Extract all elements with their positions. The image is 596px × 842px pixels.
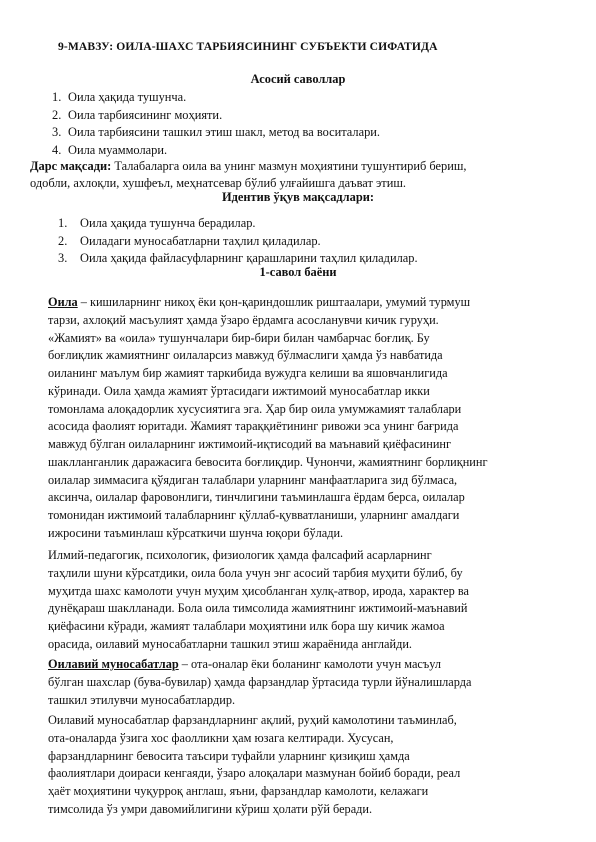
list-item: 2. Оила тарбиясининг моҳияти.: [52, 107, 223, 122]
paragraph-research: Илмий-педагогик, психологик, физиологик ҳамда фалсафий асарларнинг таҳлили шуни кўрсатдики, оила бола учун энг асосий тарбия муҳити бўлиб, бу муҳитда шахс камолоти учун муҳим ҳисобланган хулқ-атвор, ирода, характер ва дунёқараш шаклланади. Бола оила тимсолида жамиятнинг ижтимоий-маънавий қиёфасини кўради, жамият талаблари моҳиятини илк бора шу кичик жамоа орасида, оилавий муносабатларни ташкил этиш жараёнида англайди.: [48, 548, 469, 651]
identive-goals-heading: Идентив ўқув мақсадлари:: [222, 190, 374, 204]
document-title: 9-МАВЗУ: ОИЛА-ШАХС ТАРБИЯСИНИНГ СУБЪЕКТИ СИФАТИДА: [58, 40, 438, 53]
list-item: 2. Оиладаги муносабатларни таҳлил қиладилар.: [58, 233, 321, 248]
term-family-relations: Оилавий муносабатлар: [48, 657, 179, 671]
list-item: 4. Оила муаммолари.: [52, 142, 168, 157]
paragraph-parents-activity: Оилавий муносабатлар фарзандларнинг ақлий, руҳий камолотини таъминлаб, ота-оналарда ўзига хос фаолликни ҳам юзага келтиради. Хусусан, фарзандларнинг бевосита таъсири туфайли уларнинг қизиқиш ҳамда фаолиятлари доираси кенгаяди, ўзаро алоқалари мазмунан бойиб боради, реал ҳаёт моҳиятини чуқурроқ англаш, яъни, фарзандлар камолоти, келажаги тимсолида ўз умри давомийлигини кўриш ҳолати рўй беради.: [48, 713, 461, 816]
list-item: 3. Оила тарбиясини ташкил этиш шакл, метод ва воситалари.: [52, 125, 381, 140]
main-questions-heading: Асосий саволлар: [250, 72, 346, 86]
lesson-goal-label: Дарс мақсади:: [30, 159, 112, 173]
section-heading: 1-савол баёни: [259, 265, 337, 279]
list-item: 1. Оила ҳақида тушунча.: [52, 90, 187, 104]
paragraph-family-definition: Оила – кишиларнинг никоҳ ёки қон-қариндошлик риштаалари, умумий турмуш тарзи, ахлоқий масъулият ҳамда ўзаро ёрдамга асосланувчи кичик гуруҳи. «Жамият» ва «оила» тушунчалари бир-бири билан чамбарчас боғлиқ. Бу боғлиқлик жамиятнинг оилаларсиз мавжуд бўлмаслиги ҳамда ўз навбатида оиланинг маълум бир жамият таркибида вужудга келиши ва яшовчанлигида кўринади. Оила ҳамда жамият ўртасидаги ижтимоий муносабатлар икки томонлама алоқадорлик хусусиятига эга. Ҳар бир оила умумжамият талаблари асосида фаолият юритади. Жамият тараққиётининг ривожи эса унинг бағрида мавжуд бўлган оилаларнинг ижтимоий-иқтисодий ва маънавий қиёфасининг шаклланганлик даражасига бевосита боғлиқдир. Чунончи, жамиятнинг борлиқнинг оилалар зиммасига қўядиган талаблари уларнинг манфаатларига зид бўлмаса, аксинча, оилалар фаровонлиги, тинчлигини таъминлашга ёрдам берса, оилалар томонидан ижтимоий талабларнинг қўллаб-қувватланиши, уларнинг амалдаги ижросини таъминлаш кўрсаткичи шунча юқори бўлади.: [48, 295, 488, 540]
term-family: Оила: [48, 295, 78, 309]
paragraph-family-relations: Оилавий муносабатлар – ота-оналар ёки боланинг камолоти учун масъул бўлган шахслар (бува-бувилар) ҳамда фарзандлар ўртасида турли йўналишларда ташкил этилувчи муносабатлардир.: [48, 657, 472, 707]
lesson-goal: Дарс мақсади: Талабаларга оила ва унинг мазмун моҳиятини тушунтириб бериш, одобли, ахлоқли, хушфеъл, меҳнатсевар бўлиб улғайишга даъват этиш.: [30, 159, 467, 191]
list-item: 1. Оила ҳақида тушунча берадилар.: [58, 216, 256, 230]
list-item: 3. Оила ҳақида файласуфларнинг қарашларини таҳлил қиладилар.: [58, 251, 418, 266]
identive-goals-list: [58, 215, 418, 268]
main-questions-list: [52, 89, 380, 159]
